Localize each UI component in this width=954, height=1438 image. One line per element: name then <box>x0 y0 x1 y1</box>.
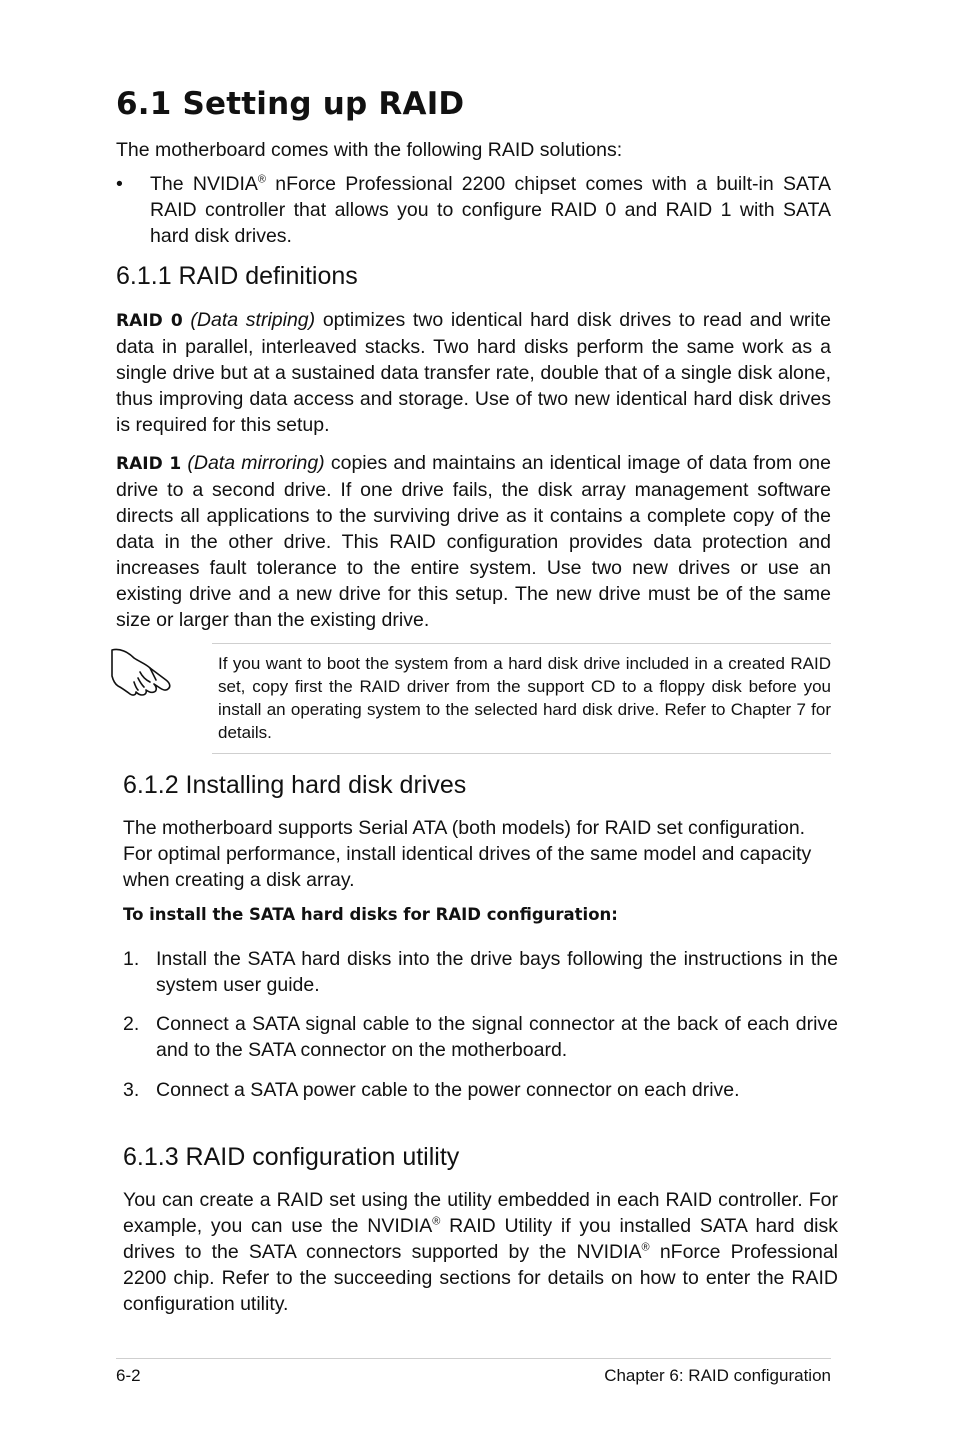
raid0-paragraph: RAID 0 (Data striping) optimizes two identical hard disk drives to read and write data in parallel, interleaved stacks. Two hard disks perform the same work as a single drive but at a sustained data transfer rate, double that of a single disk alone, thus improving data access and storage. Use of two new identical hard disk drives is required for this setup. <box>116 309 831 436</box>
raid-utility-paragraph: You can create a RAID set using the utility embedded in each RAID controller. For example, you can use the NVIDIA® RAID Utility if you installed SATA hard disk drives to the SATA connectors supported by the NVIDIA® nForce Professional 2200 chip. Refer to the succeeding sections for details on how to enter the RAID configuration utility. <box>123 1189 838 1315</box>
footer-rule <box>116 1358 831 1359</box>
note-top-rule <box>212 643 831 644</box>
bullet-marker: • <box>116 173 123 195</box>
note-text: If you want to boot the system from a hard disk drive included in a created RAID set, copy first the RAID driver from the support CD to a floppy disk before you install an operating system to the selected hard disk drive. Refer to Chapter 7 for details. <box>218 654 831 742</box>
section-heading-raid-utility: 6.1.3 RAID configuration utility <box>123 1143 460 1171</box>
intro-text: The motherboard comes with the following RAID solutions: <box>116 139 623 161</box>
raid0-term: RAID 0 <box>116 311 183 331</box>
chapter-label: Chapter 6: RAID configuration <box>604 1366 831 1385</box>
page-number: 6-2 <box>116 1366 141 1385</box>
installing-intro-text: The motherboard supports Serial ATA (both models) for RAID set configuration. For optimal performance, install identical drives of the same model and capacity when creating a disk array. <box>123 817 812 891</box>
list-item: 1. Install the SATA hard disks into the drive bays following the instructions in the system user guide. <box>123 948 838 996</box>
raid1-paragraph: RAID 1 (Data mirroring) copies and maintains an identical image of data from one drive to a second drive. If one drive fails, the disk array management software directs all applications to the surviving drive as it contains a complete copy of the data in the other drive. This RAID configuration provides data protection and increases fault tolerance to the entire system. Use two new drives or use an existing drive and a new drive for this setup. The new drive must be of the same size or larger than the existing drive. <box>116 452 831 631</box>
bullet-item: The NVIDIA® nForce Professional 2200 chipset comes with a built-in SATA RAID controller that allows you to configure RAID 0 and RAID 1 with SATA hard disk drives. <box>150 173 831 247</box>
section-heading-raid-definitions: 6.1.1 RAID definitions <box>116 262 358 290</box>
list-item: 3. Connect a SATA power cable to the power connector on each drive. <box>123 1079 740 1101</box>
page-title: 6.1 Setting up RAID <box>116 86 465 122</box>
note-bottom-rule <box>212 753 831 754</box>
pointing-hand-icon <box>110 642 178 703</box>
list-item: 2. Connect a SATA signal cable to the signal connector at the back of each drive and to the SATA connector on the motherboard. <box>123 1013 838 1061</box>
procedure-subheading: To install the SATA hard disks for RAID configuration: <box>123 905 618 924</box>
section-heading-installing-drives: 6.1.2 Installing hard disk drives <box>123 771 467 799</box>
raid1-term: RAID 1 <box>116 454 182 474</box>
